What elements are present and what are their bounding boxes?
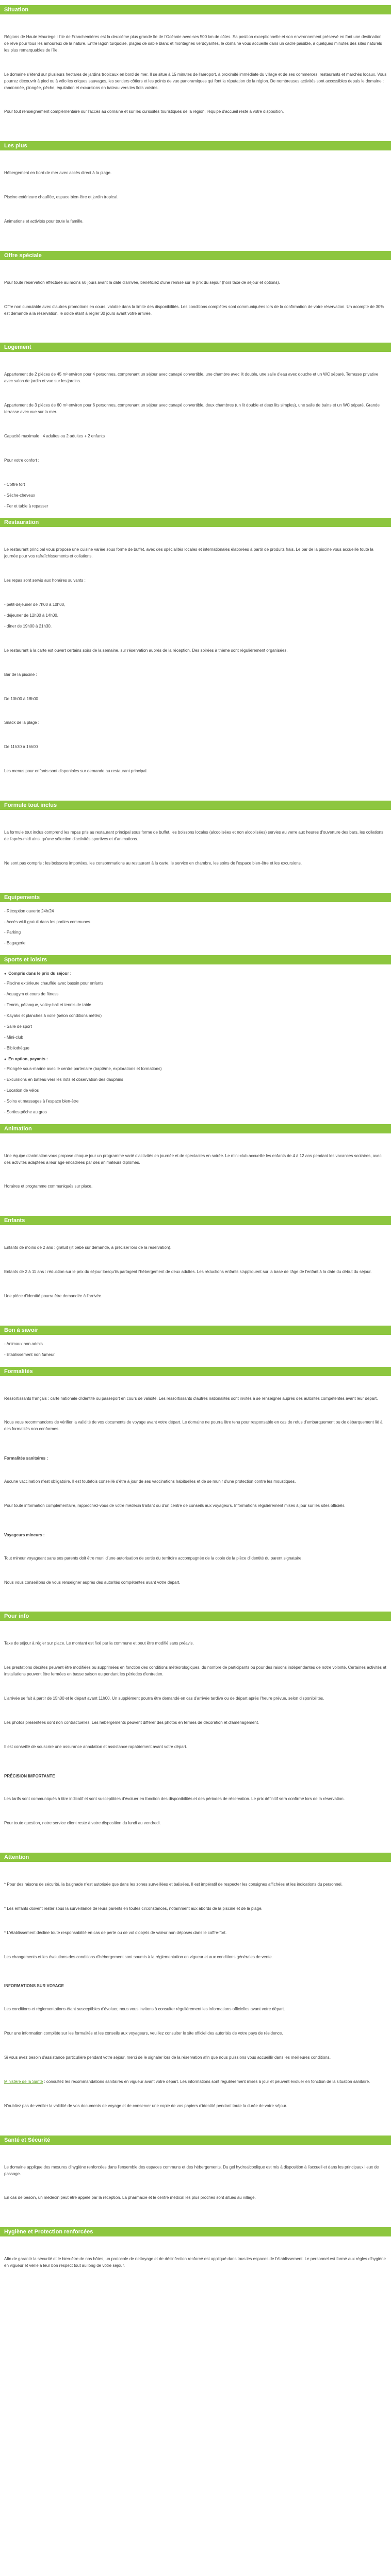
enfants-text	[0, 1231, 391, 1317]
list-item: - Sèche-cheveux	[4, 493, 36, 498]
paragraph: Enfants de moins de 2 ans : gratuit (lit bébé sur demande, à préciser lors de la réservation).	[4, 1245, 172, 1250]
sante-text	[0, 2151, 391, 2219]
equipements-label: Pour votre confort :	[4, 457, 40, 463]
list-item: - petit-déjeuner de 7h00 à 10h00,	[4, 602, 66, 607]
list-item: - Aquagym et cours de fitness	[4, 992, 59, 997]
situation-text	[0, 21, 391, 133]
list-item: - Salle de sport	[4, 1024, 32, 1029]
list-item: - Parking	[4, 930, 21, 935]
restauration-text	[0, 533, 391, 602]
paragraph: Appartement de 3 pièces de 60 m² environ pour 6 personnes, comprenant un séjour avec canapé convertible, deux chambres (un lit double et deux lits simples), une salle de bains et un WC séparé. Grande terrasse avec vue sur la mer.	[4, 403, 381, 415]
paragraph: Une équipe d'animation vous propose chaque jour un programme varié d'activités en journée et de spectacles en soirée. Le mini-club accueille les enfants de 4 à 12 ans pendant les vacances scolaires, avec des activités adaptées à leur âge encadrées par des animateurs diplômés.	[4, 1153, 383, 1165]
paragraph: Les prestations décrites peuvent être modifiées ou supprimées en fonction des conditions météorologiques, du nombre de participants ou pour des raisons indépendantes de notre volonté. Certaines activités et installations peuvent être fermées en basse saison ou pendant les périodes d'entretien.	[4, 1665, 388, 1677]
animation-text	[0, 1140, 391, 1208]
section-title-formalites: Formalités	[0, 1367, 391, 1376]
paragraph: Nous vous conseillons de vous renseigner auprès des autorités compétentes avant votre départ.	[4, 1580, 181, 1585]
paragraph: N'oubliez pas de vérifier la validité de vos documents de voyage et de conserver une copie de vos papiers d'identité pendant toute la durée de votre séjour.	[4, 2103, 287, 2108]
list-item: - Tennis, pétanque, volley-ball et tennis de table	[4, 1003, 91, 1008]
paragraph: Hébergement en bord de mer avec accès direct à la plage.	[4, 171, 112, 176]
paragraph: La formule tout inclus comprend les repas pris au restaurant principal sous forme de buffet, les boissons locales (alcoolisées et non alcoolisées) servies au verre aux heures d'ouverture des bars, les collations de l'après-midi ainsi qu'une sélection d'activités sportives et d'animations.	[4, 829, 385, 841]
list-item: - Fer et table à repasser	[4, 503, 48, 509]
section-title-situation: Situation	[0, 5, 391, 14]
paragraph: Animations et activités pour toute la famille.	[4, 218, 84, 224]
list-item: - Bagagerie	[4, 941, 26, 946]
ministere-sante-link[interactable]: Ministère de la Santé	[4, 2079, 43, 2084]
section-title-enfants: Enfants	[0, 1216, 391, 1225]
restauration-note: Les menus pour enfants sont disponibles sur demande au restaurant principal.	[4, 769, 148, 774]
list-item: - Etablissement non fumeur.	[4, 1352, 56, 1357]
sports-included-list	[0, 980, 391, 1052]
section-title-restauration: Restauration	[0, 518, 391, 527]
formalites-mineurs-text	[0, 1542, 391, 1604]
ministere-paragraph	[4, 2079, 387, 2086]
list-item: - déjeuner de 12h30 à 14h00,	[4, 613, 58, 618]
precision-heading: PRÉCISION IMPORTANTE	[4, 1773, 55, 1778]
paragraph: Il est conseillé de souscrire une assurance annulation et assistance rapatriement avant votre départ.	[4, 1744, 187, 1749]
paragraph: Le restaurant principal vous propose une cuisine variée sous forme de buffet, avec des spécialités locales et internationales élaborées à partir de produits frais. Le bar de la piscine vous accueille toute la journée pour vos rafraîchissements et collations.	[4, 547, 375, 559]
restauration-text-2	[0, 634, 391, 792]
list-item: - Réception ouverte 24h/24	[4, 908, 54, 913]
paragraph: De 10h00 à 18h00	[4, 696, 38, 701]
paragraph: Capacité maximale : 4 adultes ou 2 adultes + 2 enfants	[4, 433, 105, 438]
section-title-les-plus: Les plus	[0, 141, 391, 150]
section-title-bon-a-savoir: Bon à savoir	[0, 1326, 391, 1335]
precision-text	[0, 1783, 391, 1845]
section-title-offre-speciale: Offre spéciale	[0, 251, 391, 260]
paragraph: Les conditions et réglementations étant susceptibles d'évoluer, nous vous invitons à consulter régulièrement les informations officielles avant votre départ.	[4, 2007, 285, 2012]
paragraph: Le domaine applique des mesures d'hygiène renforcées dans l'ensemble des espaces communs et des hébergements. Du gel hydroalcoolique est mis à disposition à l'accueil et dans les principaux lieux de passage.	[4, 2164, 380, 2176]
list-item: - Coffre fort	[4, 482, 25, 487]
paragraph: Aucune vaccination n'est obligatoire. Il est toutefois conseillé d'être à jour de ses vaccinations habituelles et de se munir d'une protection contre les moustiques.	[4, 1479, 296, 1484]
attention-text	[0, 1868, 391, 1978]
paragraph: Appartement de 2 pièces de 45 m² environ pour 4 personnes, comprenant un séjour avec canapé convertible, une chambre avec lit double, une salle d'eau avec douche et un WC séparé. Terrasse privative avec salon de jardin et vue sur les jardins.	[4, 372, 380, 384]
formule-text	[0, 816, 391, 885]
paragraph: Horaires et programme communiqués sur place.	[4, 1184, 93, 1189]
paragraph: Régions de Haute Mauriege : l'ile de Franchemières est la deuxième plus grande île de l'Océanie avec ses 500 km de côtes. Sa position exceptionnelle et son environnement préservé en font une destination de rêve pour tous les amoureux de la nature. Entre lagon turquoise, plages de sable blanc et montagnes verdoyantes, le domaine vous accueille dans un cadre paisible, à quelques minutes des sites naturels les plus remarquables de l'île.	[4, 34, 383, 53]
paragraph: * L'établissement décline toute responsabilité en cas de perte ou de vol d'objets de valeur non déposés dans le coffre-fort.	[4, 1930, 227, 1935]
paragraph: Si vous avez besoin d'assistance particulière pendant votre séjour, merci de le signaler lors de la réservation afin que nous puissions vous accueillir dans les meilleures conditions.	[4, 2055, 331, 2060]
sports-included-heading: ● Compris dans le prix du séjour :	[0, 971, 391, 977]
paragraph: Pour toute information complémentaire, rapprochez-vous de votre médecin traitant ou d'un centre de conseils aux voyageurs. Informations régulièrement mises à jour sur les sites officiels.	[4, 1503, 346, 1508]
paragraph: Pour toute question, notre service client reste à votre disposition du lundi au vendredi.	[4, 1821, 161, 1826]
informations-voyage-heading: INFORMATIONS SUR VOYAGE	[4, 1984, 64, 1989]
list-item: - Soins et massages à l'espace bien-être	[4, 1098, 79, 1104]
list-item: - Kayaks et planches à voile (selon conditions météo)	[4, 1013, 102, 1019]
section-title-logement: Logement	[0, 343, 391, 352]
paragraph: Pour toute réservation effectuée au moins 60 jours avant la date d'arrivée, bénéficiez d'une remise sur le prix du séjour (hors taxe de séjour et options).	[4, 280, 280, 285]
paragraph: Taxe de séjour à régler sur place. Le montant est fixé par la commune et peut être modifié sans préavis.	[4, 1641, 194, 1646]
section-title-sante: Santé et Sécurité	[0, 2136, 391, 2145]
list-item: - dîner de 19h00 à 21h30.	[4, 623, 52, 629]
paragraph: Les changements et les évolutions des conditions d'hébergement sont soumis à la réglementation en vigueur et aux conditions générales de vente.	[4, 1954, 273, 1959]
equipements-list	[0, 482, 391, 510]
list-item: - Excursions en bateau vers les îlots et observation des dauphins	[4, 1077, 123, 1082]
ministere-text: : consultez les recommandations sanitaires en vigueur avant votre départ. Les informations sont régulièrement mises à jour et peuvent évoluer en fonction de la situation sanitaire.	[43, 2079, 370, 2084]
sports-optional-list	[0, 1066, 391, 1116]
paragraph: Une pièce d'identité pourra être demandée à l'arrivée.	[4, 1293, 103, 1298]
hygiene-text	[0, 2243, 391, 2287]
list-item: - Animaux non admis	[4, 1341, 43, 1346]
paragraph: Tout mineur voyageant sans ses parents doit être muni d'une autorisation de sortie du territoire accompagnée de la copie de la pièce d'identité du parent signataire.	[4, 1555, 303, 1561]
paragraph: Pour tout renseignement complémentaire sur l'accès au domaine et sur les curiosités touristiques de la région, l'équipe d'accueil reste à votre disposition.	[4, 109, 284, 114]
section-title-sports: Sports et loisirs	[0, 955, 391, 964]
section-title-attention: Attention	[0, 1853, 391, 1862]
list-item: - Accès wi-fi gratuit dans les parties communes	[4, 919, 90, 924]
paragraph: Le domaine s'étend sur plusieurs hectares de jardins tropicaux en bord de mer. Il se situe à 15 minutes de l'aéroport, à proximité immédiate du village et de ses commerces, restaurants et marchés locaux. Vous pourrez découvrir à pied ou à vélo les criques sauvages, les sentiers côtiers et les points de vue panoramiques qui font la réputation de la région. De nombreuses activités sont accessibles depuis le domaine : randonnée, plongée, pêche, équitation et excursions en bateau vers les îlots voisins.	[4, 72, 388, 90]
formalites-mineurs-heading: Voyageurs mineurs :	[4, 1532, 45, 1537]
paragraph: Le restaurant à la carte est ouvert certains soirs de la semaine, sur réservation auprès de la réception. Des soirées à thème sont régulièrement organisées.	[4, 648, 288, 653]
paragraph: Bar de la piscine :	[4, 672, 37, 677]
restauration-hours-list	[0, 602, 391, 630]
section-title-equipements: Equipements	[0, 893, 391, 902]
paragraph: Enfants de 2 à 11 ans : réduction sur le prix du séjour lorsqu'ils partagent l'hébergement de deux adultes. Les réductions enfants s'appliquent sur la base de l'âge de l'enfant à la date du début du séjour.	[4, 1269, 372, 1275]
paragraph: Piscine extérieure chauffée, espace bien-être et jardin tropical.	[4, 195, 119, 200]
paragraph: Afin de garantir la sécurité et le bien-être de nos hôtes, un protocole de nettoyage et de désinfection renforcé est appliqué dans tous les espaces de l'établissement. Le personnel est formé aux règles d'hygiène en vigueur et veille à leur bon respect tout au long de votre séjour.	[4, 2257, 387, 2268]
section-title-pour-info: Pour info	[0, 1612, 391, 1621]
list-item: - Bibliothèque	[4, 1046, 29, 1051]
list-item: - Mini-club	[4, 1035, 23, 1040]
paragraph: L'arrivée se fait à partir de 15h00 et le départ avant 11h00. Un supplément pourra être demandé en cas d'arrivée tardive ou de départ après l'heure prévue, selon disponibilités.	[4, 1696, 324, 1701]
list-item: - Sorties pêche au gros	[4, 1109, 47, 1114]
formalites-sanitaires-heading: Formalités sanitaires :	[4, 1456, 48, 1461]
paragraph: Les photos présentées sont non contractuelles. Les hébergements peuvent différer des photos en termes de décoration et d'aménagement.	[4, 1720, 259, 1725]
formalites-sanitaires-text	[0, 1465, 391, 1527]
paragraph: Nous vous recommandons de vérifier la validité de vos documents de voyage avant votre départ. Le domaine ne pourra être tenu pour responsable en cas de refus d'embarquement ou de débarquement lié à des formalités non conformes.	[4, 1420, 384, 1432]
les-plus-text	[0, 157, 391, 242]
offre-speciale-text	[0, 266, 391, 335]
paragraph: Offre non cumulable avec d'autres promotions en cours, valable dans la limite des disponibilités. Les conditions complètes sont communiquées lors de la confirmation de votre réservation. Un acompte de 30% est demandé à la réservation, le solde étant à régler 30 jours avant votre arrivée.	[4, 304, 385, 316]
informations-voyage-text	[0, 1993, 391, 2127]
section-title-hygiene: Hygiène et Protection renforcées	[0, 2227, 391, 2236]
equipements-general-list	[0, 908, 391, 947]
paragraph: Les tarifs sont communiqués à titre indicatif et sont susceptibles d'évoluer en fonction des disponibilités et des périodes de réservation. Le prix définitif sera confirmé lors de la réservation.	[4, 1797, 345, 1802]
paragraph: * Pour des raisons de sécurité, la baignade n'est autorisée que dans les zones surveillées et balisées. Il est impératif de respecter les consignes affichées et les indications du personnel.	[4, 1882, 343, 1887]
pour-info-text	[0, 1627, 391, 1768]
formalites-text	[0, 1382, 391, 1451]
paragraph: En cas de besoin, un médecin peut être appelé par la réception. La pharmacie et le centre médical les plus proches sont situés au village.	[4, 2195, 256, 2200]
list-item: - Plongée sous-marine avec le centre partenaire (baptême, explorations et formations)	[4, 1066, 162, 1071]
paragraph: * Les enfants doivent rester sous la surveillance de leurs parents en toutes circonstances, notamment aux abords de la piscine et de la plage.	[4, 1906, 263, 1911]
paragraph: Les repas sont servis aux horaires suivants :	[4, 578, 86, 583]
list-item: - Piscine extérieure chauffée avec bassin pour enfants	[4, 981, 104, 986]
list-item: - Location de vélos	[4, 1088, 39, 1093]
paragraph: Ne sont pas compris : les boissons importées, les consommations au restaurant à la carte, le service en chambre, les soins de l'espace bien-être et les excursions.	[4, 860, 302, 866]
paragraph: Snack de la plage :	[4, 720, 40, 725]
section-title-animation: Animation	[0, 1124, 391, 1133]
paragraph: Ressortissants français : carte nationale d'identité ou passeport en cours de validité. Les ressortissants d'autres nationalités sont invités à se renseigner auprès des autorités compétentes avant leur départ.	[4, 1396, 378, 1401]
section-title-formule: Formule tout inclus	[0, 801, 391, 810]
sports-optional-heading: ● En option, payants :	[0, 1056, 391, 1063]
bon-a-savoir-list	[0, 1341, 391, 1359]
logement-text	[0, 358, 391, 481]
paragraph: Pour une information complète sur les formalités et les conseils aux voyageurs, veuillez consulter le site officiel des autorités de votre pays de résidence.	[4, 2031, 283, 2036]
paragraph: De 11h30 à 16h00	[4, 744, 38, 750]
